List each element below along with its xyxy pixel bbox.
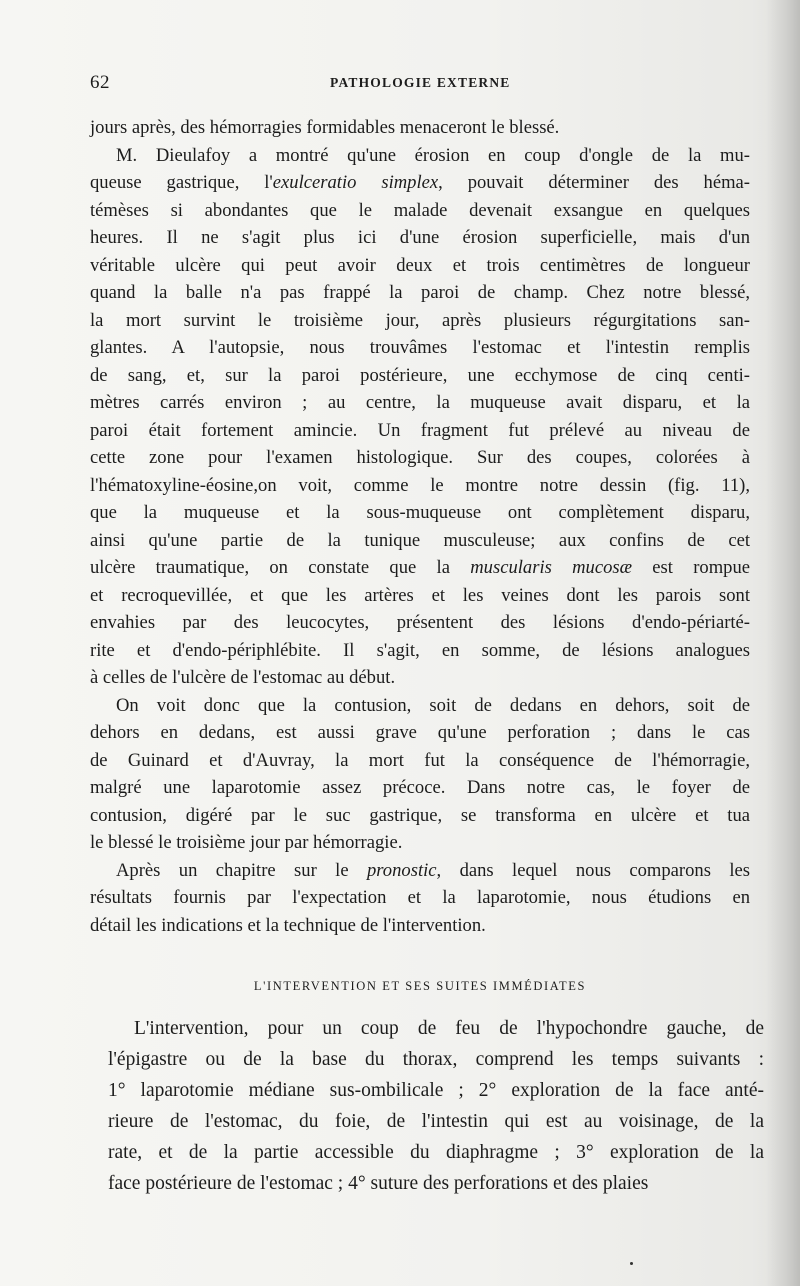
text-line: malgré une laparotomie assez précoce. Dans notre cas, le foyer de: [90, 777, 750, 798]
text-line: quand la balle n'a pas frappé la paroi de champ. Chez notre blessé,: [90, 282, 750, 303]
italic-term: exulceratio simplex: [272, 172, 439, 193]
text-line: [90, 554, 750, 582]
text-line: véritable ulcère qui peut avoir deux et trois centimètres de longueur: [90, 254, 750, 276]
text-line: M. Dieulafoy a montré qu'une érosion en coup d'ongle de la mu-: [116, 144, 750, 166]
paragraph: [90, 692, 750, 857]
paragraph: [108, 1013, 764, 1199]
text-line: [90, 857, 750, 885]
section-text-block: [108, 1013, 764, 1199]
text-run: est rompue: [632, 557, 751, 578]
text-line: l'hématoxyline-éosine,on voit, comme le montre notre dessin (fig. 11),: [90, 474, 750, 496]
text-line: cette zone pour l'examen histologique. Sur des coupes, colorées à: [90, 447, 750, 468]
text-line: que la muqueuse et la sous-muqueuse ont complètement disparu,: [90, 502, 750, 523]
text-line: le blessé le troisième jour par hémorragie.: [90, 832, 403, 853]
text-line: détail les indications et la technique de l'intervention.: [90, 914, 486, 936]
paragraph: [90, 114, 750, 142]
text-line: rate, et de la partie accessible du diaphragme ; 3° exploration de la: [108, 1142, 764, 1163]
page-header: [90, 72, 750, 94]
main-text-block: [90, 114, 750, 939]
text-run: , dans lequel nous comparons les: [436, 859, 750, 881]
text-line: dehors en dedans, est aussi grave qu'une perforation ; dans le cas: [90, 722, 750, 743]
text-line: résultats fournis par l'expectation et la laparotomie, nous étudions en: [90, 887, 750, 908]
print-speck: [630, 1262, 633, 1265]
text-line: glantes. A l'autopsie, nous trouvâmes l'estomac et l'intestin remplis: [90, 337, 750, 358]
text-run: Après un chapitre sur le: [116, 859, 367, 881]
text-line: On voit donc que la contusion, soit de dedans en dehors, soit de: [116, 694, 750, 716]
paragraph: [90, 142, 750, 692]
text-run: , pouvait déterminer des héma-: [438, 172, 750, 193]
text-run: queuse gastrique, l': [90, 172, 273, 193]
text-line: témèses si abondantes que le malade devenait exsangue en quelques: [90, 199, 750, 221]
text-line: heures. Il ne s'agit plus ici d'une érosion superficielle, mais d'un: [90, 227, 750, 248]
text-line: la mort survint le troisième jour, après plusieurs régurgitations san-: [90, 309, 750, 331]
text-line: envahies par des leucocytes, présentent des lésions d'endo-périarté-: [90, 612, 750, 633]
text-line: l'épigastre ou de la base du thorax, comprend les temps suivants :: [108, 1049, 764, 1070]
text-line: 1° laparotomie médiane sus-ombilicale ; 2° exploration de la face anté-: [108, 1080, 764, 1101]
text-line: L'intervention, pour un coup de feu de l'hypochondre gauche, de: [134, 1018, 764, 1039]
text-line: contusion, digéré par le suc gastrique, se transforma en ulcère et tua: [90, 804, 750, 826]
text-line: rite et d'endo-périphlébite. Il s'agit, en somme, de lésions analogues: [90, 639, 750, 661]
text-line: jours après, des hémorragies formidables menaceront le blessé.: [90, 117, 560, 138]
text-run: ulcère traumatique, on constate que la: [90, 557, 471, 578]
text-line: ainsi qu'une partie de la tunique musculeuse; aux confins de cet: [90, 529, 750, 551]
text-line: et recroquevillée, et que les artères et les veines dont les parois sont: [90, 584, 750, 606]
page-edge-shadow: [766, 0, 800, 1286]
text-line: paroi était fortement amincie. Un fragment fut prélevé au niveau de: [90, 419, 750, 441]
page-number: 62: [90, 72, 110, 93]
text-line: rieure de l'estomac, du foie, de l'intestin qui est au voisinage, de la: [108, 1111, 764, 1132]
section-heading-block: [90, 976, 750, 996]
italic-term: pronostic: [366, 859, 437, 881]
text-line: de Guinard et d'Auvray, la mort fut la conséquence de l'hémorragie,: [90, 749, 750, 771]
text-line: [90, 169, 750, 197]
text-line: face postérieure de l'estomac ; 4° suture des perforations et des plaies: [108, 1173, 649, 1194]
text-line: à celles de l'ulcère de l'estomac au début.: [90, 667, 396, 688]
paragraph: [90, 857, 750, 940]
text-line: de sang, et, sur la paroi postérieure, une ecchymose de cinq centi-: [90, 364, 750, 386]
section-heading: L'INTERVENTION ET SES SUITES IMMÉDIATES: [253, 979, 587, 993]
running-title: PATHOLOGIE EXTERNE: [330, 75, 511, 90]
text-line: mètres carrés environ ; au centre, la muqueuse avait disparu, et la: [90, 392, 750, 413]
italic-term: muscularis mucosæ: [470, 557, 633, 578]
